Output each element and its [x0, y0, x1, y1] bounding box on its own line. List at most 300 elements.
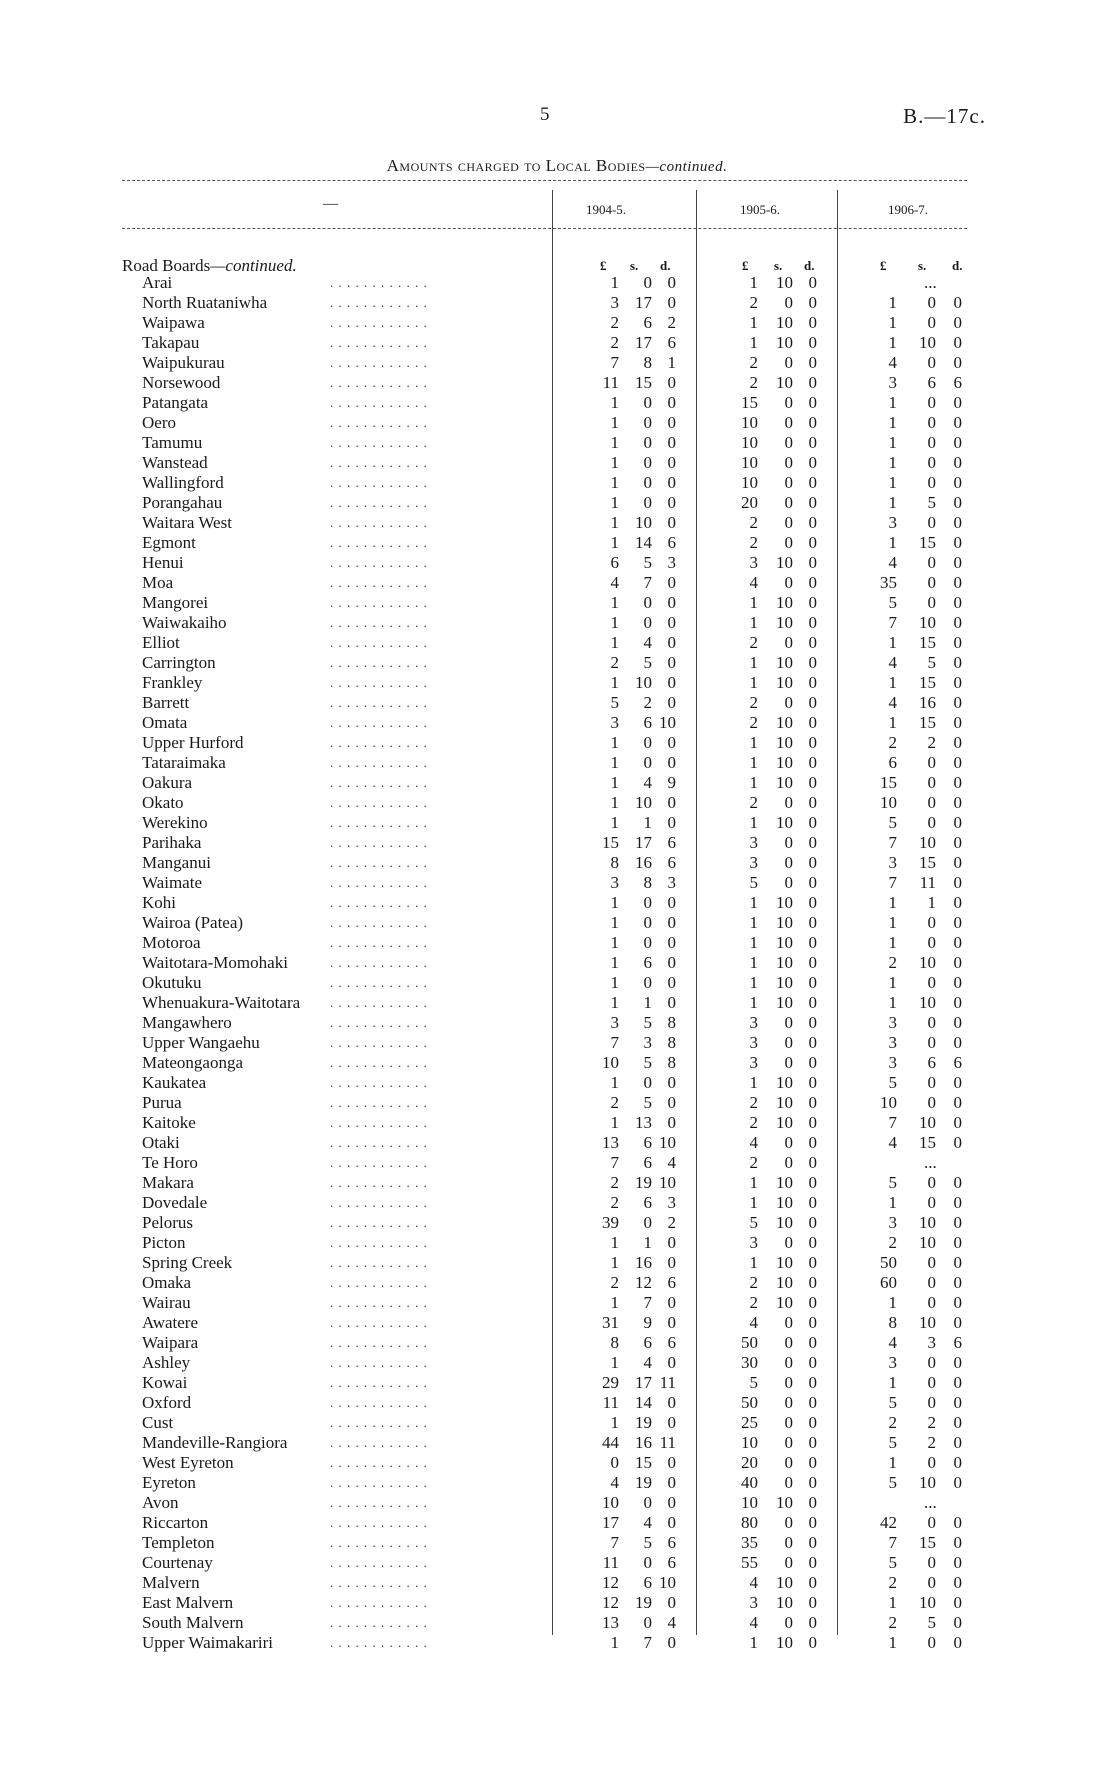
amount-pounds: 1: [888, 633, 897, 652]
road-board-name: Wallingford: [142, 473, 224, 492]
amount-shillings: 6: [927, 373, 936, 392]
amount-shillings: 4: [643, 1353, 652, 1372]
amount-pence: 0: [808, 1613, 817, 1632]
amount-pence: 0: [667, 1393, 676, 1412]
amount-shillings: 10: [776, 1253, 793, 1272]
table-row: [0, 1313, 1114, 1333]
amount-shillings: 0: [784, 1433, 793, 1452]
unit-pound: £: [600, 258, 607, 273]
road-board-name: Mateongaonga: [142, 1053, 244, 1072]
amount-pounds: 1: [610, 813, 619, 832]
unit-pound: £: [742, 258, 749, 273]
dot-leader: . . . . . . . . . . . .: [330, 995, 428, 1010]
amount-shillings: 0: [927, 1173, 936, 1192]
amount-pence: 0: [953, 613, 962, 632]
road-board-name: Dovedale: [142, 1193, 208, 1212]
amount-pence: 0: [953, 1213, 962, 1232]
amount-pence: 0: [953, 833, 962, 852]
amount-pence: 0: [667, 513, 676, 532]
amount-pence: 10: [659, 1173, 676, 1192]
amount-shillings: 0: [784, 453, 793, 472]
amount-pounds: 25: [741, 1413, 758, 1432]
road-board-name: Pelorus: [142, 1213, 193, 1232]
table-row: [0, 513, 1114, 533]
amount-shillings: 0: [784, 473, 793, 492]
amount-pence: 0: [667, 793, 676, 812]
road-board-name: Takapau: [142, 333, 200, 352]
amount-pounds: 5: [888, 1553, 897, 1572]
amount-pounds: 2: [610, 313, 619, 332]
table-row: [0, 553, 1114, 573]
table-row: [0, 293, 1114, 313]
table-row: [0, 933, 1114, 953]
amount-shillings: 0: [927, 973, 936, 992]
table-rule-top: [122, 180, 967, 181]
amount-pence: 0: [808, 453, 817, 472]
amount-shillings: 0: [784, 633, 793, 652]
amount-pounds: 2: [749, 1113, 758, 1132]
amount-pounds: 60: [880, 1273, 897, 1292]
amount-pence: 0: [808, 653, 817, 672]
amount-shillings: 0: [927, 1393, 936, 1412]
road-board-name: Waipukurau: [142, 353, 225, 372]
amount-pence: 0: [667, 1233, 676, 1252]
amount-shillings: 10: [776, 333, 793, 352]
amount-shillings: 10: [776, 1293, 793, 1312]
amount-pence: 0: [808, 1573, 817, 1592]
amount-pence: 0: [667, 1253, 676, 1272]
amount-shillings: 0: [784, 433, 793, 452]
table-row: [0, 1033, 1114, 1053]
amount-shillings: 5: [927, 653, 936, 672]
amount-pounds: 20: [741, 493, 758, 512]
amount-shillings: 0: [784, 1333, 793, 1352]
amount-pounds: 2: [888, 1613, 897, 1632]
amount-shillings: 0: [927, 1453, 936, 1472]
table-row: [0, 1533, 1114, 1553]
amount-pounds: 4: [749, 573, 758, 592]
road-board-name: Omaka: [142, 1273, 192, 1292]
amount-shillings: 0: [784, 413, 793, 432]
dot-leader: . . . . . . . . . . . .: [330, 1415, 428, 1430]
amount-shillings: 0: [643, 1553, 652, 1572]
amount-pence: 0: [808, 713, 817, 732]
amount-shillings: 0: [784, 1613, 793, 1632]
amount-shillings: 0: [784, 1233, 793, 1252]
table-row: [0, 333, 1114, 353]
amount-shillings: 0: [927, 1513, 936, 1532]
amount-pence: 0: [953, 653, 962, 672]
amount-shillings: 0: [927, 1573, 936, 1592]
amount-pounds: 1: [749, 753, 758, 772]
amount-pence: 0: [667, 693, 676, 712]
amount-pence: 0: [953, 993, 962, 1012]
amount-shillings: 10: [919, 993, 936, 1012]
amount-shillings: 0: [784, 513, 793, 532]
table-row: [0, 1633, 1114, 1653]
amount-shillings: 6: [643, 1133, 652, 1152]
amount-pence: 0: [953, 753, 962, 772]
amount-shillings: 10: [776, 313, 793, 332]
amount-pence: 0: [953, 313, 962, 332]
unit-shilling: s.: [918, 258, 927, 273]
amount-pounds: 1: [749, 333, 758, 352]
unit-pence: d.: [804, 258, 815, 273]
road-board-name: Riccarton: [142, 1513, 209, 1532]
amount-pence: 2: [667, 313, 676, 332]
amount-pounds: 5: [749, 1373, 758, 1392]
amount-pence: 6: [667, 1273, 676, 1292]
amount-pounds: 0: [610, 1453, 619, 1472]
dot-leader: . . . . . . . . . . . .: [330, 1515, 428, 1530]
amount-shillings: 6: [643, 1573, 652, 1592]
table-row: [0, 373, 1114, 393]
amount-pounds: 1: [888, 1373, 897, 1392]
amount-pounds: 5: [888, 593, 897, 612]
amount-shillings: 0: [643, 613, 652, 632]
amount-pounds: 11: [602, 1393, 619, 1412]
amount-pounds: 1: [610, 613, 619, 632]
amount-pence: 11: [659, 1433, 676, 1452]
table-row: [0, 1613, 1114, 1633]
amount-pence: 0: [667, 1453, 676, 1472]
amount-shillings: 10: [776, 933, 793, 952]
amount-shillings: 9: [643, 1313, 652, 1332]
amount-pence: 0: [808, 1153, 817, 1172]
amount-shillings: 6: [643, 1333, 652, 1352]
amount-shillings: 2: [643, 693, 652, 712]
dot-leader: . . . . . . . . . . . .: [330, 1495, 428, 1510]
road-board-name: South Malvern: [142, 1613, 244, 1632]
amount-pence: 0: [667, 653, 676, 672]
amount-pence: 0: [808, 813, 817, 832]
amount-pence: 4: [667, 1613, 676, 1632]
amount-pounds: 1: [610, 513, 619, 532]
amount-pence: 3: [667, 873, 676, 892]
amount-pounds: 44: [602, 1433, 619, 1452]
amount-pounds: 1: [888, 893, 897, 912]
amount-pence: 0: [808, 1213, 817, 1232]
amount-pence: 0: [953, 713, 962, 732]
road-board-name: Mandeville-Rangiora: [142, 1433, 288, 1452]
amount-pence: 0: [953, 973, 962, 992]
amount-pence: 0: [808, 973, 817, 992]
table-row: [0, 873, 1114, 893]
amount-pence: 0: [953, 733, 962, 752]
amount-shillings: 0: [643, 1493, 652, 1512]
amount-pence: 0: [667, 953, 676, 972]
road-board-name: Porangahau: [142, 493, 223, 512]
road-board-name: Motoroa: [142, 933, 201, 952]
amount-pence: 0: [808, 593, 817, 612]
road-board-name: Wanstead: [142, 453, 208, 472]
amount-pounds: 6: [888, 753, 897, 772]
amount-pounds: 4: [749, 1313, 758, 1332]
amount-pence: 0: [808, 1113, 817, 1132]
amount-pence: 0: [808, 1453, 817, 1472]
dot-leader: . . . . . . . . . . . .: [330, 415, 428, 430]
dot-leader: . . . . . . . . . . . .: [330, 755, 428, 770]
amount-shillings: 0: [784, 1133, 793, 1152]
amount-nil: ...: [924, 1153, 937, 1172]
table-row: [0, 313, 1114, 333]
amount-pence: 0: [808, 273, 817, 292]
amount-shillings: 10: [776, 893, 793, 912]
amount-shillings: 14: [635, 533, 652, 552]
amount-pounds: 4: [888, 553, 897, 572]
amount-shillings: 0: [927, 593, 936, 612]
amount-pence: 0: [808, 493, 817, 512]
amount-pence: 8: [667, 1053, 676, 1072]
column-header-1905: 1905-6.: [739, 202, 781, 217]
dot-leader: . . . . . . . . . . . .: [330, 1615, 428, 1630]
amount-pounds: 2: [610, 1173, 619, 1192]
amount-pence: 0: [953, 1593, 962, 1612]
amount-pence: 0: [667, 1113, 676, 1132]
amount-pounds: 1: [888, 1293, 897, 1312]
amount-shillings: 0: [927, 1373, 936, 1392]
amount-pounds: 3: [749, 1033, 758, 1052]
amount-shillings: 0: [643, 1213, 652, 1232]
amount-pounds: 5: [888, 1433, 897, 1452]
amount-pounds: 35: [741, 1533, 758, 1552]
amount-pounds: 1: [749, 1073, 758, 1092]
amount-pence: 0: [953, 1253, 962, 1272]
amount-pounds: 4: [888, 653, 897, 672]
amount-shillings: 10: [776, 553, 793, 572]
amount-pence: 0: [667, 1293, 676, 1312]
amount-pence: 0: [953, 573, 962, 592]
amount-pounds: 1: [749, 993, 758, 1012]
amount-pounds: 1: [610, 593, 619, 612]
amount-pence: 0: [808, 1093, 817, 1112]
amount-pounds: 1: [610, 1353, 619, 1372]
amount-pounds: 1: [610, 1233, 619, 1252]
table-row: [0, 1093, 1114, 1113]
amount-pounds: 1: [749, 933, 758, 952]
dot-leader: . . . . . . . . . . . .: [330, 655, 428, 670]
amount-pence: 0: [667, 633, 676, 652]
amount-shillings: 10: [919, 1593, 936, 1612]
road-board-name: Waiwakaiho: [142, 613, 227, 632]
road-board-name: Waipara: [142, 1333, 199, 1352]
amount-pounds: 29: [602, 1373, 619, 1392]
amount-pounds: 7: [610, 1153, 619, 1172]
amount-shillings: 10: [776, 1273, 793, 1292]
amount-pounds: 39: [602, 1213, 619, 1232]
amount-pence: 0: [808, 1133, 817, 1152]
amount-pence: 0: [953, 1553, 962, 1572]
amount-shillings: 2: [927, 733, 936, 752]
amount-shillings: 12: [635, 1273, 652, 1292]
amount-pence: 0: [953, 1173, 962, 1192]
amount-shillings: 0: [643, 893, 652, 912]
amount-pence: 0: [953, 1373, 962, 1392]
road-board-name: Kohi: [142, 893, 176, 912]
table-row: [0, 613, 1114, 633]
amount-shillings: 10: [919, 1113, 936, 1132]
amount-shillings: 0: [643, 473, 652, 492]
amount-pounds: 4: [888, 353, 897, 372]
amount-pounds: 1: [749, 973, 758, 992]
amount-pence: 0: [953, 673, 962, 692]
amount-shillings: 0: [643, 493, 652, 512]
amount-pounds: 1: [888, 393, 897, 412]
amount-pence: 0: [808, 1533, 817, 1552]
amount-pence: 0: [953, 1273, 962, 1292]
road-board-name: Spring Creek: [142, 1253, 233, 1272]
road-board-name: Egmont: [142, 533, 196, 552]
amount-shillings: 16: [635, 853, 652, 872]
amount-pounds: 13: [602, 1133, 619, 1152]
amount-pence: 0: [667, 913, 676, 932]
amount-pounds: 2: [749, 713, 758, 732]
dot-leader: . . . . . . . . . . . .: [330, 835, 428, 850]
amount-pence: 4: [667, 1153, 676, 1172]
amount-pounds: 1: [749, 613, 758, 632]
amount-pounds: 42: [880, 1513, 897, 1532]
amount-shillings: 1: [643, 993, 652, 1012]
amount-shillings: 0: [643, 593, 652, 612]
amount-pounds: 3: [888, 1213, 897, 1232]
dot-leader: . . . . . . . . . . . .: [330, 815, 428, 830]
amount-shillings: 0: [927, 513, 936, 532]
amount-pounds: 4: [610, 573, 619, 592]
amount-pounds: 12: [602, 1593, 619, 1612]
amount-shillings: 0: [784, 1373, 793, 1392]
amount-shillings: 10: [776, 653, 793, 672]
amount-pounds: 1: [888, 473, 897, 492]
amount-shillings: 1: [927, 893, 936, 912]
amount-pounds: 50: [880, 1253, 897, 1272]
amount-shillings: 0: [784, 1453, 793, 1472]
dot-leader: . . . . . . . . . . . .: [330, 595, 428, 610]
dot-leader: . . . . . . . . . . . .: [330, 1155, 428, 1170]
table-row: [0, 733, 1114, 753]
amount-pence: 0: [808, 433, 817, 452]
header-dash: —: [323, 196, 338, 212]
amount-shillings: 0: [784, 353, 793, 372]
amount-shillings: 0: [927, 313, 936, 332]
amount-pence: 0: [953, 1633, 962, 1652]
amount-shillings: 15: [919, 853, 936, 872]
amount-pence: 0: [667, 893, 676, 912]
amount-pence: 0: [667, 1513, 676, 1532]
amount-pounds: 17: [602, 1513, 619, 1532]
amount-pence: 0: [953, 413, 962, 432]
amount-shillings: 10: [635, 673, 652, 692]
dot-leader: . . . . . . . . . . . .: [330, 295, 428, 310]
dot-leader: . . . . . . . . . . . .: [330, 1635, 428, 1650]
amount-pounds: 1: [610, 473, 619, 492]
amount-pounds: 1: [610, 433, 619, 452]
amount-pounds: 1: [610, 1073, 619, 1092]
road-board-name: Awatere: [142, 1313, 199, 1332]
amount-pounds: 4: [749, 1613, 758, 1632]
amount-shillings: 0: [643, 753, 652, 772]
amount-shillings: 4: [643, 633, 652, 652]
amount-pounds: 10: [741, 1433, 758, 1452]
amount-pence: 0: [808, 553, 817, 572]
table-row: [0, 1273, 1114, 1293]
amount-pence: 0: [808, 1013, 817, 1032]
road-board-name: North Ruataniwha: [142, 293, 268, 312]
dot-leader: . . . . . . . . . . . .: [330, 1475, 428, 1490]
amount-shillings: 0: [927, 773, 936, 792]
amount-shillings: 15: [919, 1133, 936, 1152]
table-row: [0, 1133, 1114, 1153]
amount-shillings: 0: [784, 1013, 793, 1032]
amount-shillings: 15: [919, 1533, 936, 1552]
dot-leader: . . . . . . . . . . . .: [330, 1455, 428, 1470]
dot-leader: . . . . . . . . . . . .: [330, 1255, 428, 1270]
table-row: [0, 1593, 1114, 1613]
amount-pence: 0: [953, 333, 962, 352]
amount-pounds: 2: [749, 293, 758, 312]
amount-shillings: 0: [927, 753, 936, 772]
amount-pounds: 2: [888, 1413, 897, 1432]
amount-pounds: 3: [749, 1233, 758, 1252]
road-board-name: Waimate: [142, 873, 202, 892]
amount-pence: 0: [808, 1253, 817, 1272]
dot-leader: . . . . . . . . . . . .: [330, 1275, 428, 1290]
unit-pound: £: [880, 258, 887, 273]
amount-pence: 0: [808, 773, 817, 792]
amount-pence: 0: [667, 273, 676, 292]
amount-pounds: 1: [749, 673, 758, 692]
amount-pounds: 1: [610, 993, 619, 1012]
dot-leader: . . . . . . . . . . . .: [330, 775, 428, 790]
amount-pence: 0: [953, 793, 962, 812]
amount-pence: 0: [953, 473, 962, 492]
amount-shillings: 10: [776, 593, 793, 612]
amount-pounds: 2: [749, 1293, 758, 1312]
table-row: [0, 813, 1114, 833]
amount-shillings: 7: [643, 573, 652, 592]
amount-pence: 0: [667, 1313, 676, 1332]
amount-shillings: 10: [776, 1073, 793, 1092]
amount-pounds: 2: [888, 953, 897, 972]
amount-pence: 0: [953, 353, 962, 372]
amount-pounds: 4: [888, 1333, 897, 1352]
amount-pence: 0: [667, 1353, 676, 1372]
dot-leader: . . . . . . . . . . . .: [330, 275, 428, 290]
amount-pounds: 2: [610, 1273, 619, 1292]
amount-pence: 0: [953, 953, 962, 972]
dot-leader: . . . . . . . . . . . .: [330, 375, 428, 390]
amount-pounds: 8: [610, 853, 619, 872]
amount-shillings: 16: [635, 1253, 652, 1272]
amount-shillings: 0: [784, 1313, 793, 1332]
amount-pence: 0: [953, 1533, 962, 1552]
amount-shillings: 14: [635, 1393, 652, 1412]
amount-shillings: 5: [643, 653, 652, 672]
amount-pounds: 5: [888, 813, 897, 832]
road-board-name: Kowai: [142, 1373, 188, 1392]
table-row: [0, 1053, 1114, 1073]
amount-pounds: 10: [880, 1093, 897, 1112]
road-board-name: Carrington: [142, 653, 216, 672]
amount-shillings: 19: [635, 1413, 652, 1432]
road-board-name: Eyreton: [142, 1473, 196, 1492]
amount-shillings: 0: [927, 413, 936, 432]
amount-shillings: 10: [919, 1213, 936, 1232]
amount-shillings: 0: [927, 353, 936, 372]
dot-leader: . . . . . . . . . . . .: [330, 955, 428, 970]
amount-shillings: 0: [927, 1253, 936, 1272]
road-board-name: Mangawhero: [142, 1013, 232, 1032]
amount-shillings: 0: [784, 493, 793, 512]
